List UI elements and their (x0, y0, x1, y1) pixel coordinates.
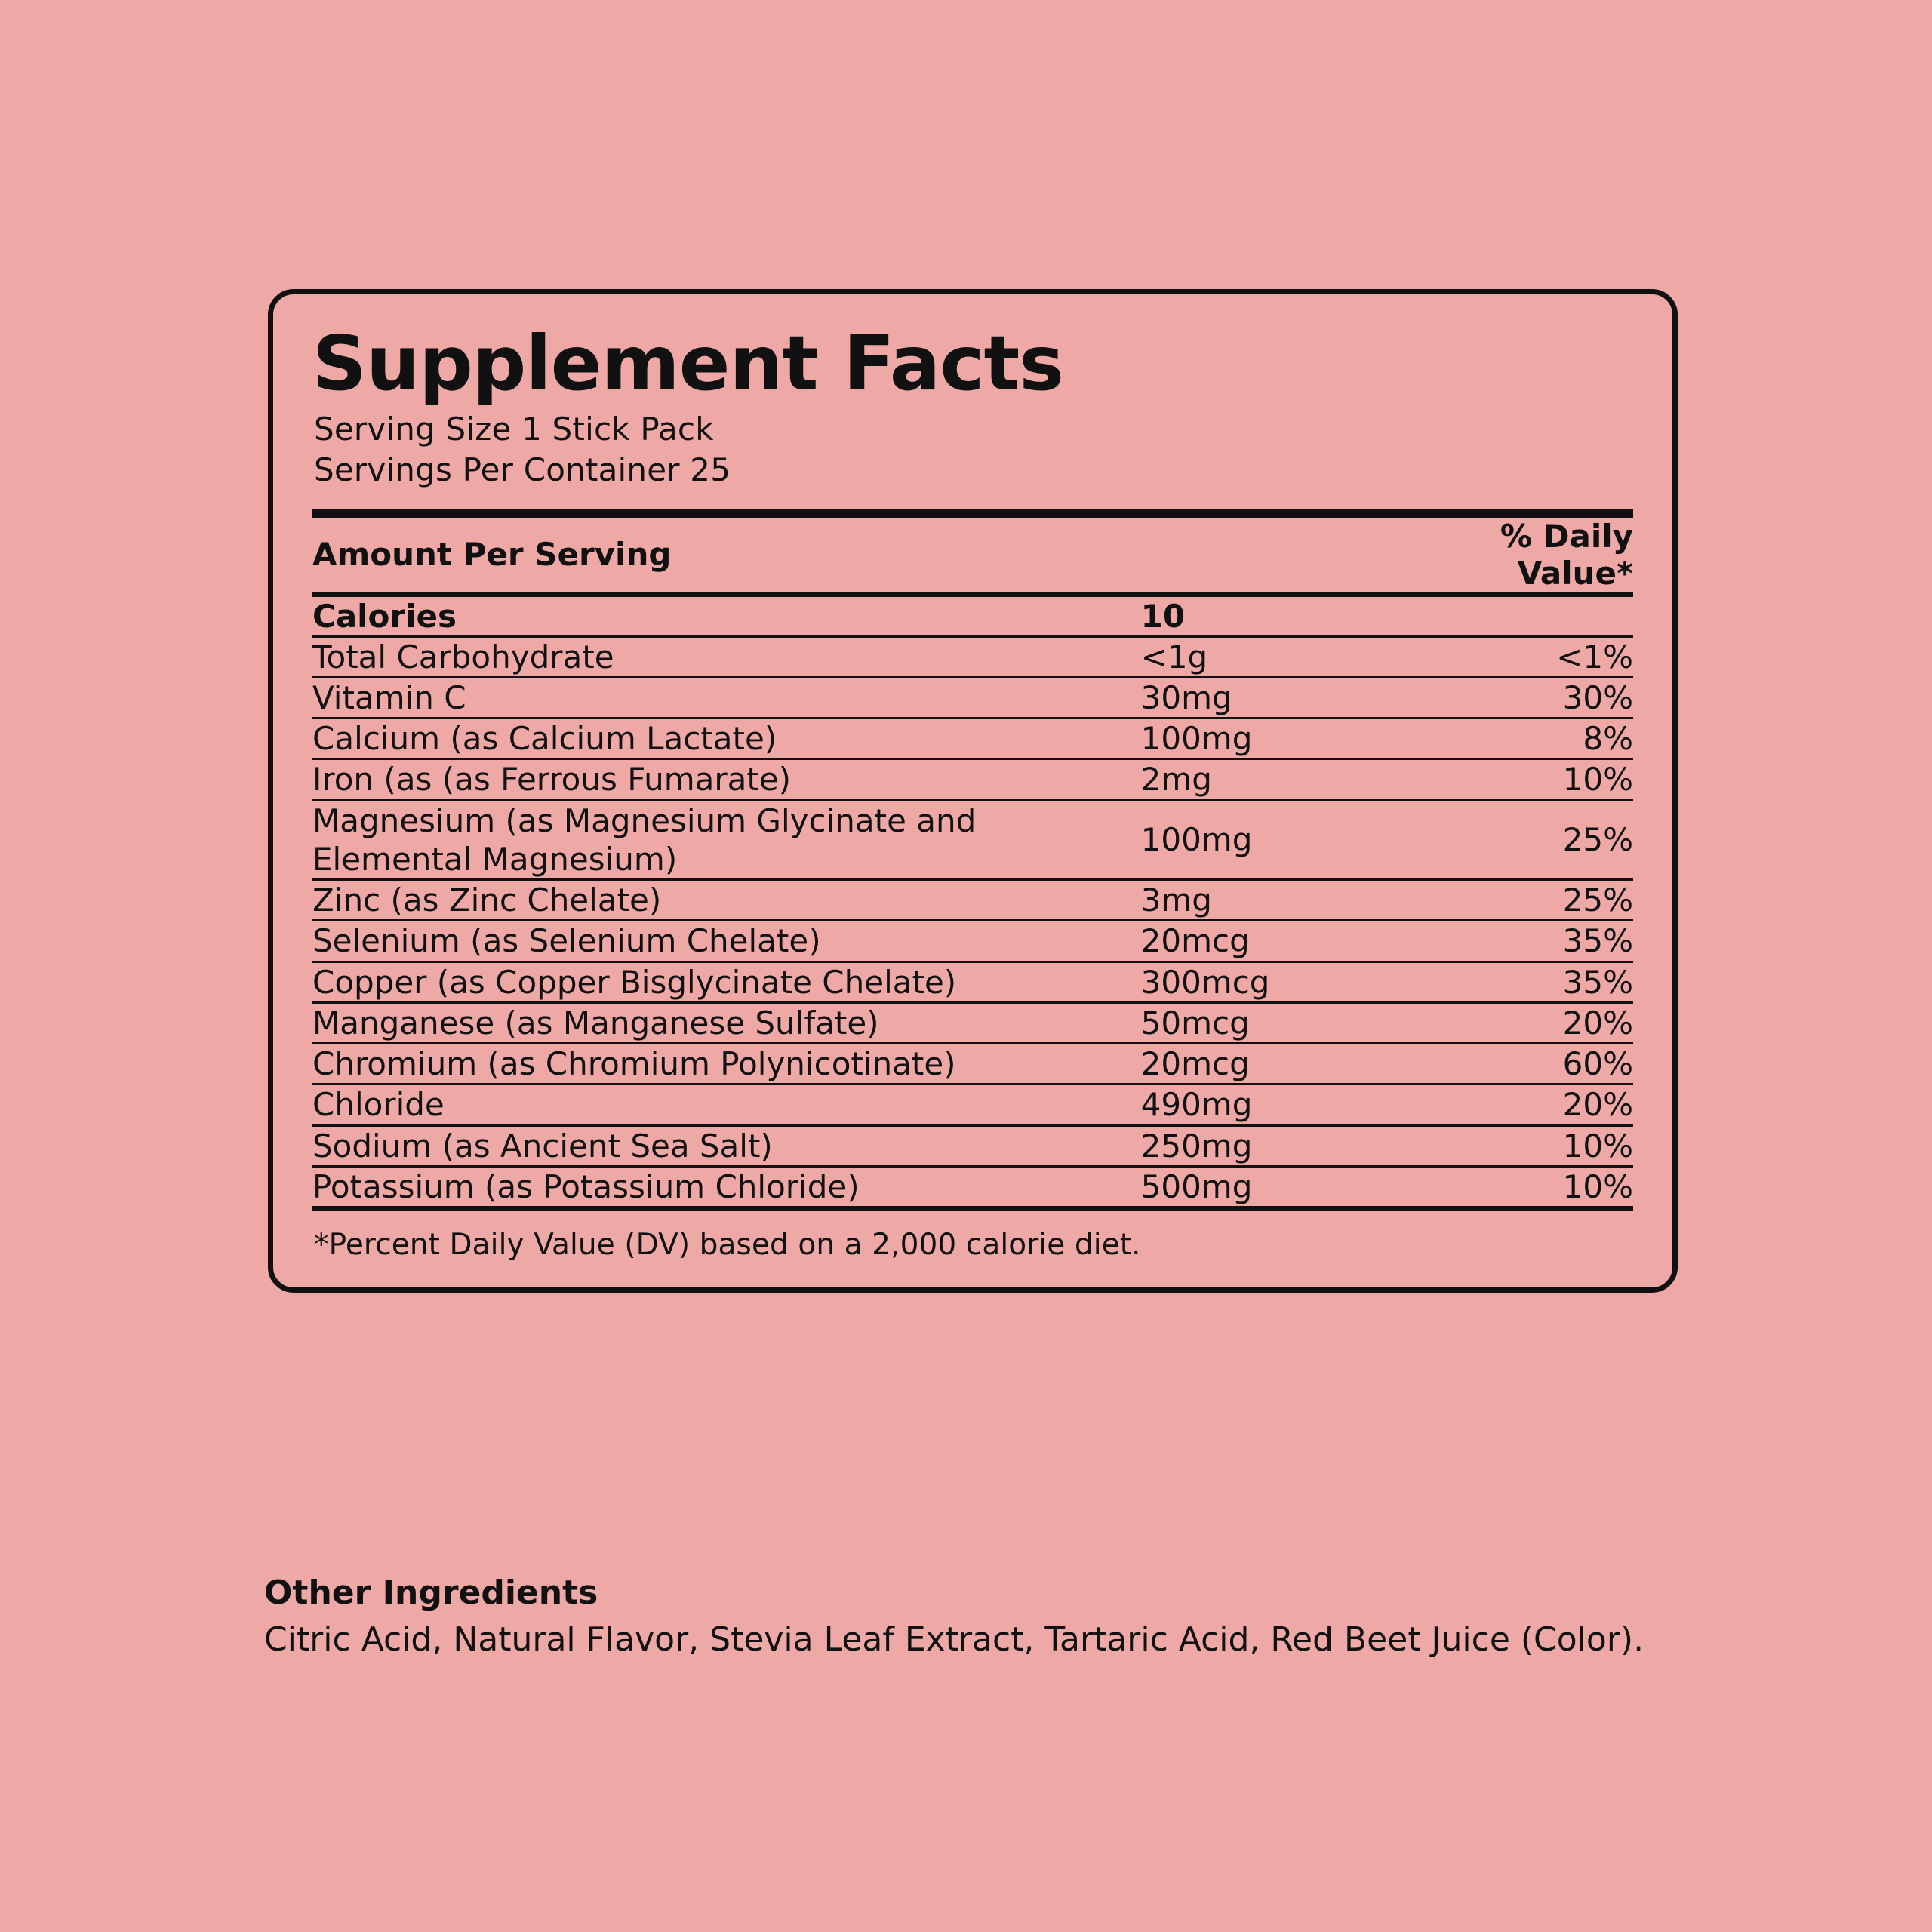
servings-per-container-text: Servings Per Container 25 (314, 451, 731, 488)
nutrient-dv: 60% (1398, 1044, 1633, 1084)
nutrient-name: Manganese (as Manganese Sulfate) (312, 1002, 1141, 1043)
nutrient-amount: 10 (1141, 597, 1399, 637)
facts-header-row (312, 518, 1633, 592)
nutrient-name: Copper (as Copper Bisglycinate Chelate) (312, 961, 1141, 1002)
nutrient-dv: 35% (1398, 921, 1633, 961)
nutrient-name: Vitamin C (312, 677, 1141, 718)
serving-size-text: Serving Size 1 Stick Pack (314, 411, 714, 448)
nutrient-name: Iron (as (as Ferrous Fumarate) (312, 759, 1141, 800)
nutrient-amount: 50mcg (1141, 1002, 1399, 1043)
nutrient-amount: 3mg (1141, 880, 1399, 921)
facts-header-table (312, 518, 1633, 592)
nutrient-dv: 25% (1398, 880, 1633, 921)
nutrient-amount: 490mg (1141, 1084, 1399, 1125)
other-ingredients-section (264, 1574, 1698, 1661)
nutrient-name: Zinc (as Zinc Chelate) (312, 880, 1141, 921)
nutrient-amount: 2mg (1141, 759, 1399, 800)
nutrient-amount: 20mcg (1141, 1044, 1399, 1084)
table-row (312, 1084, 1633, 1125)
daily-value-label: % Daily Value* (1500, 517, 1633, 592)
nutrient-dv (1398, 597, 1633, 637)
nutrient-dv: 10% (1398, 759, 1633, 800)
nutrient-name: Magnesium (as Magnesium Glycinate and Elemental Magnesium) (312, 800, 1141, 879)
table-row (312, 636, 1633, 677)
nutrient-dv: 8% (1398, 718, 1633, 759)
supplement-facts-panel (268, 289, 1678, 1293)
table-row (312, 800, 1633, 879)
divider-thick-top (312, 509, 1633, 518)
table-row (312, 759, 1633, 800)
nutrient-amount: 30mg (1141, 677, 1399, 718)
nutrient-amount: <1g (1141, 636, 1399, 677)
nutrient-name: Chloride (312, 1084, 1141, 1125)
nutrient-name: Potassium (as Potassium Chloride) (312, 1168, 860, 1205)
table-row (312, 1044, 1633, 1084)
nutrient-dv: <1% (1398, 636, 1633, 677)
nutrient-dv: 35% (1398, 961, 1633, 1002)
nutrients-table (312, 597, 1633, 1207)
header-spacer (1141, 518, 1399, 592)
nutrient-dv: 20% (1398, 1084, 1633, 1125)
nutrient-name: Chromium (as Chromium Polynicotinate) (312, 1044, 1141, 1084)
table-row (312, 880, 1633, 921)
nutrient-name: Selenium (as Selenium Chelate) (312, 921, 1141, 961)
divider-mid-bottom (312, 1206, 1633, 1211)
nutrient-name: Calories (312, 597, 1141, 637)
nutrient-dv: 30% (1398, 677, 1633, 718)
nutrient-name: Sodium (as Ancient Sea Salt) (312, 1125, 1141, 1166)
nutrient-name: Total Carbohydrate (312, 636, 1141, 677)
nutrient-dv: 10% (1562, 1168, 1633, 1205)
nutrient-amount: 100mg (1141, 718, 1399, 759)
table-row (312, 1125, 1633, 1166)
divider-mid-header (312, 592, 1633, 597)
nutrient-amount: 100mg (1141, 800, 1399, 879)
nutrient-amount: 20mcg (1141, 921, 1399, 961)
table-row (312, 961, 1633, 1002)
page-title: Supplement Facts (312, 319, 1063, 408)
table-row (312, 921, 1633, 961)
nutrients-table-body (312, 597, 1633, 1207)
other-ingredients-title: Other Ingredients (264, 1574, 598, 1612)
nutrient-dv: 25% (1398, 800, 1633, 879)
amount-per-serving-label: Amount Per Serving (312, 536, 672, 573)
nutrient-name: Calcium (as Calcium Lactate) (312, 718, 1141, 759)
table-row (312, 677, 1633, 718)
table-row (312, 1166, 1633, 1206)
nutrient-amount: 300mcg (1141, 961, 1399, 1002)
nutrient-amount: 250mg (1141, 1125, 1399, 1166)
daily-value-footnote: *Percent Daily Value (DV) based on a 2,000 calorie diet. (314, 1228, 1141, 1263)
table-row (312, 597, 1633, 637)
nutrient-dv: 10% (1398, 1125, 1633, 1166)
nutrient-amount: 500mg (1140, 1168, 1253, 1205)
other-ingredients-body: Citric Acid, Natural Flavor, Stevia Leaf Extract, Tartaric Acid, Red Beet Juice (Color). (264, 1620, 1644, 1659)
nutrient-dv: 20% (1398, 1002, 1633, 1043)
table-row (312, 718, 1633, 759)
table-row (312, 1002, 1633, 1043)
